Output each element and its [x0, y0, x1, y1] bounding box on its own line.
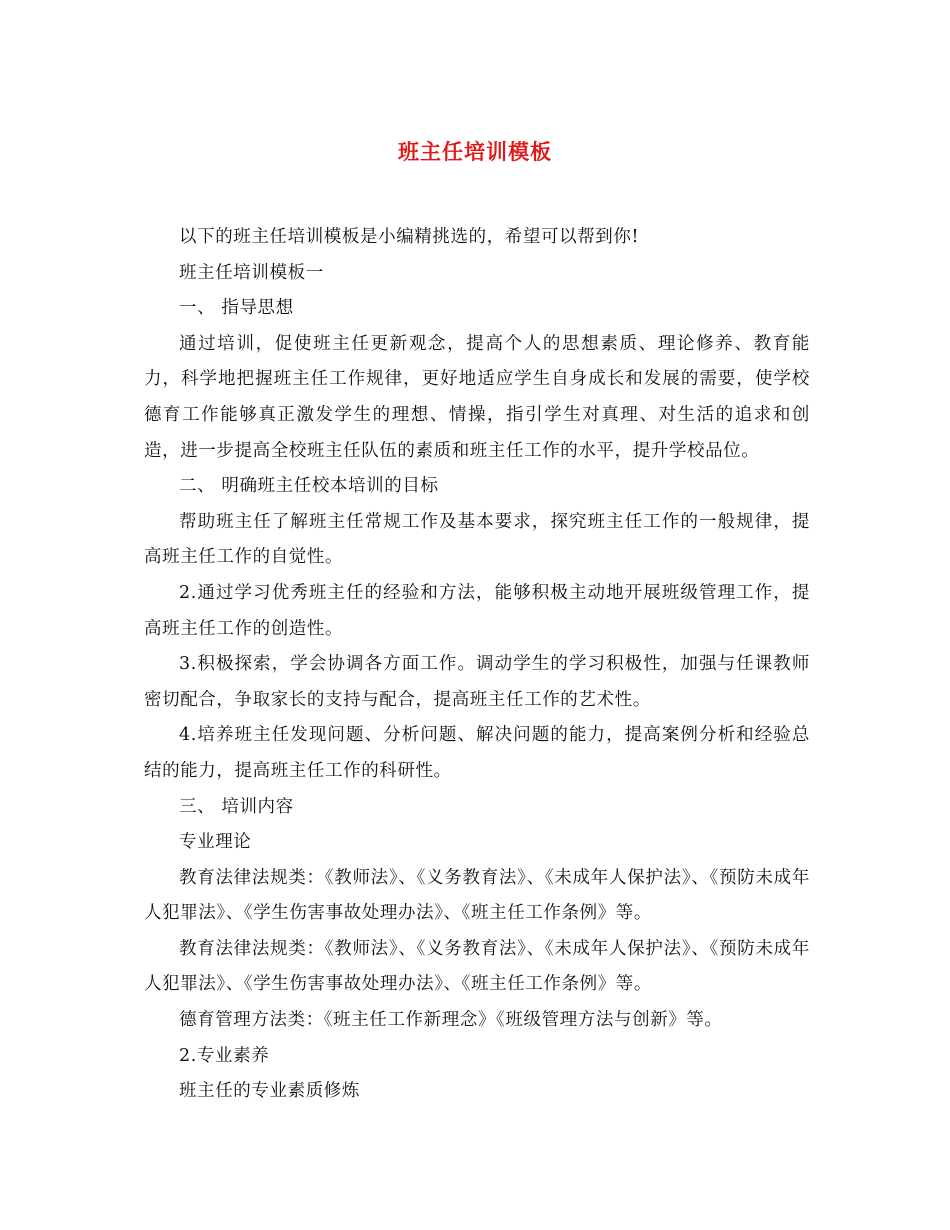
- law-list-paragraph-2: 教育法律法规类：《教师法》、《义务教育法》、《未成年人保护法》、《预防未成年人犯罪法》、《学生伤害事故处理办法》、《班主任工作条例》等。: [144, 938, 810, 995]
- goal-item-1: 帮助班主任了解班主任常规工作及基本要求，探究班主任工作的一般规律，提高班主任工作的自觉性。: [144, 511, 810, 568]
- section-heading-2: 二、 明确班主任校本培训的目标: [179, 476, 439, 497]
- template-heading: 班主任培训模板一: [179, 262, 324, 283]
- section-heading-1: 一、 指导思想: [179, 298, 294, 319]
- goal-item-4: 4.培养班主任发现问题、分析问题、解决问题的能力，提高案例分析和经验总结的能力，提高班主任工作的科研性。: [144, 725, 810, 781]
- intro-paragraph: 以下的班主任培训模板是小编精挑选的，希望可以帮到你!: [179, 227, 640, 247]
- section-heading-3: 三、 培训内容: [179, 796, 294, 817]
- literacy-item: 班主任的专业素质修炼: [179, 1081, 360, 1102]
- document-title: 班主任培训模板: [398, 139, 552, 164]
- goal-item-2: 2.通过学习优秀班主任的经验和方法，能够积极主动地开展班级管理工作，提高班主任工作的创造性。: [144, 582, 810, 639]
- moral-management-paragraph: 德育管理方法类：《班主任工作新理念》《班级管理方法与创新》等。: [179, 1010, 723, 1031]
- guiding-ideology-paragraph: 通过培训，促使班主任更新观念，提高个人的思想素质、理论修养、教育能力，科学地把握班主任工作规律，更好地适应学生自身成长和发展的需要，使学校德育工作能够真正激发学生的理想、情操，指引学生对真理、对生活的追求和创造，进一步提高全校班主任队伍的素质和班主任工作的水平，提升学校品位。: [144, 333, 810, 461]
- goal-item-3: 3.积极探索，学会协调各方面工作。调动学生的学习积极性，加强与任课教师密切配合，争取家长的支持与配合，提高班主任工作的艺术性。: [144, 654, 810, 710]
- subheading-literacy: 2.专业素养: [179, 1045, 270, 1066]
- document-body: [144, 220, 810, 1110]
- subheading-theory: 专业理论: [179, 832, 252, 853]
- law-list-paragraph-1: 教育法律法规类：《教师法》、《义务教育法》、《未成年人保护法》、《预防未成年人犯罪法》、《学生伤害事故处理办法》、《班主任工作条例》等。: [144, 867, 810, 924]
